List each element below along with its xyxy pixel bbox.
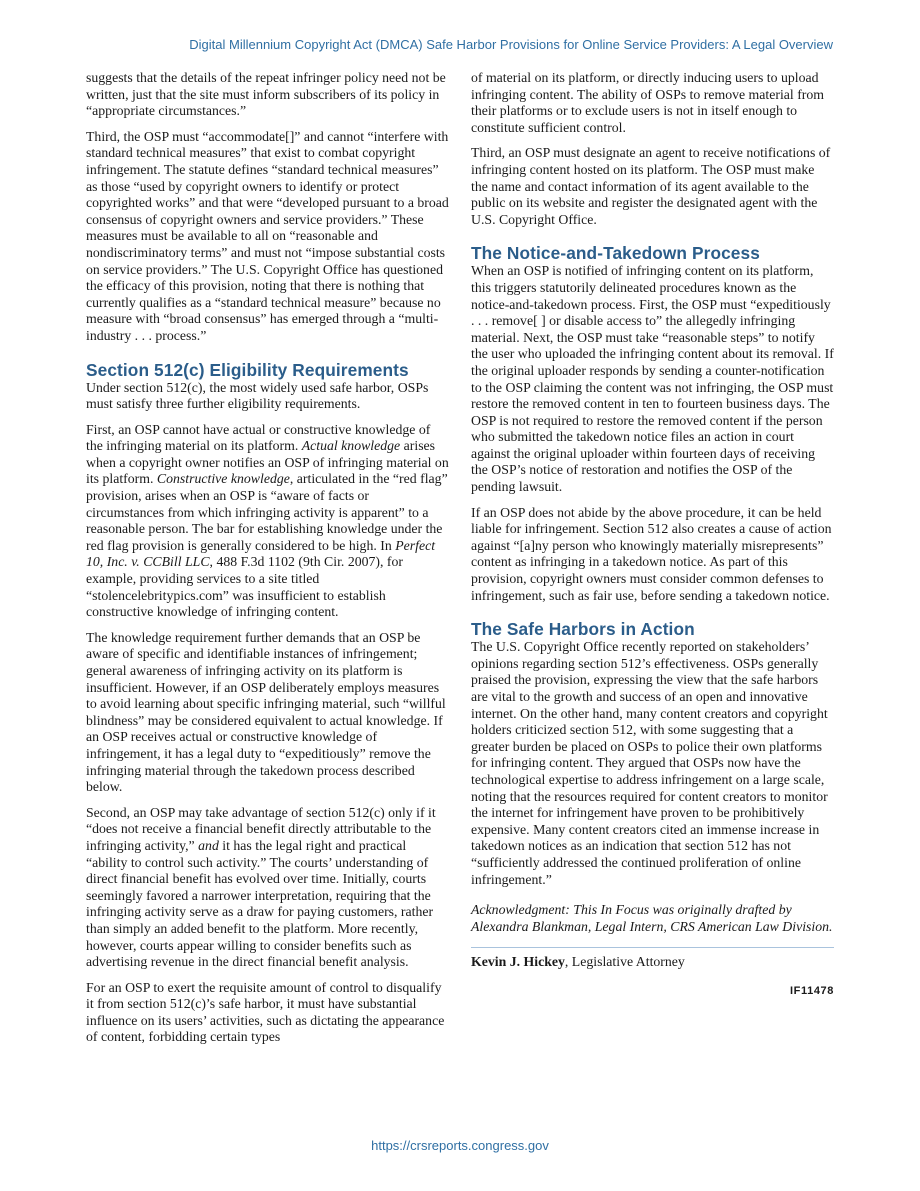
right-column — [471, 70, 834, 1000]
author-divider — [471, 947, 834, 948]
paragraph: The U.S. Copyright Office recently reported on stakeholders’ opinions regarding section 512’s effectiveness. OSPs generally praised the provision, expressing the view that the safe harbors are vital to the growth and success of an open and innovative internet. On the other hand, many content creators and copyright holders criticized section 512, with some suggesting that a greater burden be placed on OSPs to police their own platforms for infringing content. They argued that OSPs now have the technological expertise to address infringement on a large scale, noting that the resources required for content creators to monitor the internet for infringement have proven to be prohibitively expensive. Many content creators cited an immense increase in takedown notices as an indication that section 512 has not “sufficiently addressed the continued proliferation of online infringement.” — [471, 639, 828, 887]
paragraph: Third, an OSP must designate an agent to receive notifications of infringing content hosted on its platform. The OSP must make the name and contact information of its agent available to the public on its website and register the designated agent with the U.S. Copyright Office. — [471, 145, 831, 227]
paragraph: suggests that the details of the repeat infringer policy need not be written, just that the site must inform subscribers of its policy in “appropriate circumstances.” — [86, 70, 446, 119]
left-column — [86, 70, 449, 1055]
paragraph: Third, the OSP must “accommodate[]” and cannot “interfere with standard technical measures” that exist to combat copyright infringement. The statute defines “standard technical measures” as those “used by copyright owners to identify or protect copyrighted works” and that were “developed pursuant to a broad consensus of copyright owners and service providers.” These measures must be available to all on “reasonable and nondiscriminatory terms” and must not “impose substantial costs on service providers.” The U.S. Copyright Office has questioned the efficacy of this provision, noting that there is nothing that currently qualifies as a “standard technical measure” because no measure with “broad consensus” has emerged through a “multi-industry . . . process.” — [86, 128, 449, 343]
paragraph: For an OSP to exert the requisite amount of control to disqualify it from section 512(c)’s safe harbor, it must have substantial influence on its users’ activities, such as dictating the appearance of content, forbidding certain types — [86, 979, 445, 1045]
section-heading-eligibility: Section 512(c) Eligibility Requirements — [86, 359, 409, 380]
author-title: , Legislative Attorney — [564, 954, 685, 970]
section-heading-notice-takedown: The Notice-and-Takedown Process — [471, 243, 760, 264]
author-line — [471, 954, 834, 971]
running-header: Digital Millennium Copyright Act (DMCA) Safe Harbor Provisions for Online Service Providers: A Legal Overview — [189, 37, 833, 52]
paragraph: of material on its platform, or directly inducing users to upload infringing content. The ability of OSPs to remove material from their platforms or to exclude users is not in itself enough to constitute sufficient control. — [471, 70, 825, 135]
section-heading-safe-harbors-action: The Safe Harbors in Action — [471, 619, 695, 640]
paragraph: The knowledge requirement further demands that an OSP be aware of specific and identifiable instances of infringement; general awareness of infringing activity on its platform is insufficient. However, if an OSP deliberately employs measures to avoid learning about specific infringing material, such “willful blindness” may be considered equivalent to actual knowledge. If an OSP receives actual or constructive knowledge of infringement, it has a legal duty to “expeditiously” remove the infringing material through the takedown process described below. — [86, 629, 446, 795]
paragraph: Under section 512(c), the most widely used safe harbor, OSPs must satisfy three further eligibility requirements. — [86, 379, 429, 412]
footer-url-link[interactable]: https://crsreports.congress.gov — [371, 1138, 549, 1153]
paragraph: If an OSP does not abide by the above procedure, it can be held liable for infringement. Section 512 also creates a cause of action against “[a]ny person who knowingly materially misrepresents” content as infringing in a takedown notice. As part of this provision, copyright owners must consider common defenses to infringement, such as fair use, before sending a takedown notice. — [471, 504, 832, 603]
paragraph-knowledge: First, an OSP cannot have actual or constructive knowledge of the infringing material on its platform. Actual knowledge arises when a copyright owner notifies an OSP of infringing material on its platform. Constructive knowledge, articulated in the “red flag” provision, arises when an OSP is “aware of facts or circumstances from which infringing activity is apparent” to a reasonable person. The bar for establishing knowledge under the red flag provision is generally considered to be high. In Perfect 10, Inc. v. CCBill LLC, 488 F.3d 1102 (9th Cir. 2007), for example, providing services to a site titled “stolencelebritypics.com” was insufficient to establish constructive knowledge of infringing content. — [86, 421, 449, 620]
acknowledgment: Acknowledgment: This In Focus was originally drafted by Alexandra Blankman, Legal Intern, CRS American Law Division. — [471, 902, 833, 934]
paragraph: When an OSP is notified of infringing content on its platform, this triggers statutorily delineated procedures known as the notice-and-takedown process. First, the OSP must “expeditiously . . . remove[ ] or disable access to” the allegedly infringing material. Next, the OSP must take “reasonable steps” to notify the user who uploaded the infringing content about its removal. If the original uploader responds by sending a counter-notification to the OSP claiming the content was not infringing, the OSP must restore the removed content in ten to fourteen business days. The OSP is not required to restore the removed content if the person who submitted the takedown notice files an action in court against the original uploader within fourteen days of receiving the OSP’s notice of restoration and notifies the OSP of the pending lawsuit. — [471, 263, 834, 495]
product-code: IF11478 — [790, 984, 834, 997]
paragraph-financial-benefit: Second, an OSP may take advantage of section 512(c) only if it “does not receive a financial benefit directly attributable to the infringing activity,” and it has the legal right and practical “ability to control such activity.” The courts’ understanding of direct financial benefit has evolved over time. Initially, courts seemingly favored a narrower interpretation, requiring that the infringing activity serve as a draw for paying customers, rather than simply an added benefit to the platform. More recently, however, courts appear willing to consider benefits such as advertising revenue in the direct financial benefit analysis. — [86, 804, 436, 970]
author-name: Kevin J. Hickey — [471, 954, 565, 970]
